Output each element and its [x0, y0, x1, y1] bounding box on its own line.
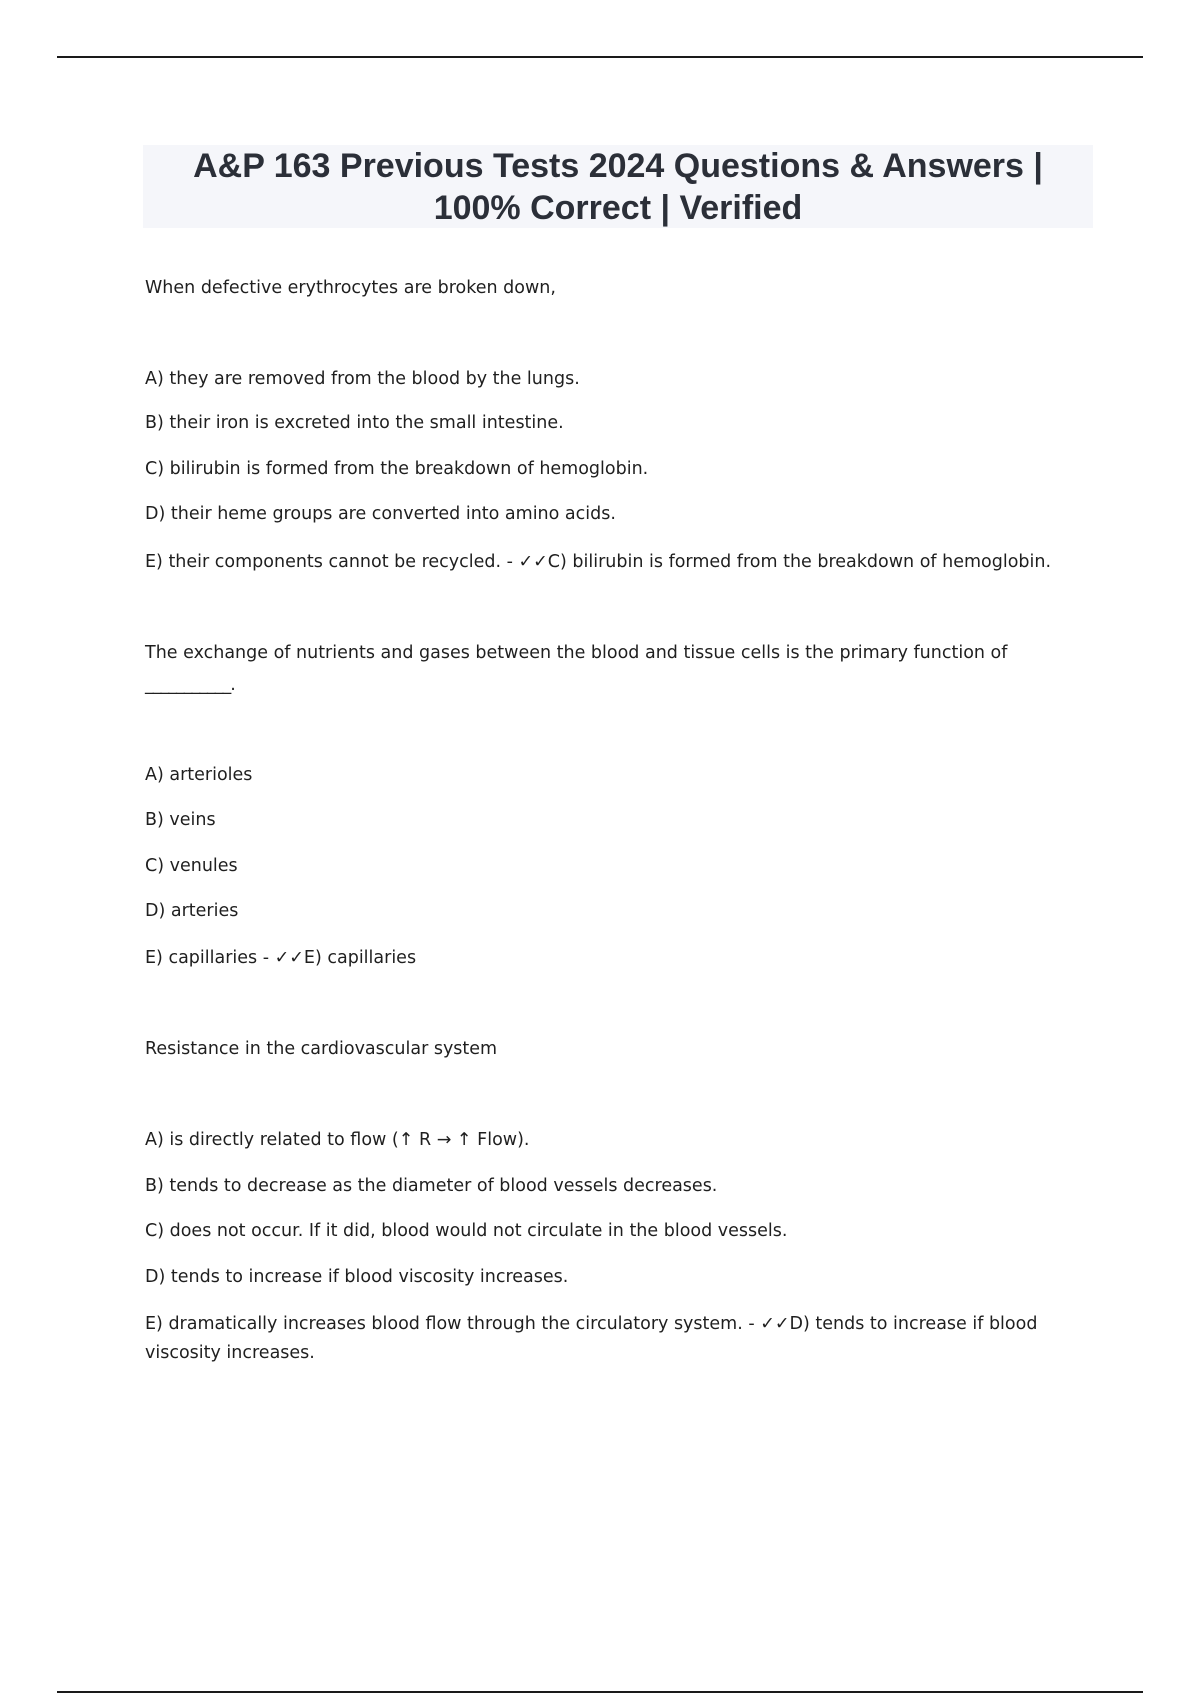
question-1-option-e-answer: E) their components cannot be recycled. - ✓✓C) bilirubin is formed from the breakdown of hemoglobin.	[145, 552, 1052, 572]
question-3-option-c: C) does not occur. If it did, blood would not circulate in the blood vessels.	[145, 1221, 788, 1241]
document-title	[143, 145, 1093, 228]
question-1-option-d: D) their heme groups are converted into amino acids.	[145, 504, 616, 524]
footer-rule	[57, 1691, 1143, 1693]
question-2-option-c: C) venules	[145, 856, 238, 876]
question-1-option-c: C) bilirubin is formed from the breakdown of hemoglobin.	[145, 459, 649, 479]
question-3-option-b: B) tends to decrease as the diameter of blood vessels decreases.	[145, 1176, 718, 1196]
question-3-option-d: D) tends to increase if blood viscosity increases.	[145, 1267, 569, 1287]
question-1-prompt: When defective erythrocytes are broken down,	[145, 278, 556, 298]
question-3-option-e-answer: E) dramatically increases blood flow through the circulatory system. - ✓✓D) tends to increase if blood viscosity increases.	[145, 1314, 1038, 1363]
title-line-2: 100% Correct | Verified	[433, 189, 803, 227]
question-2-option-a: A) arterioles	[145, 765, 253, 785]
question-3-option-a: A) is directly related to flow (↑ R → ↑ Flow).	[145, 1130, 530, 1150]
title-line-1: A&P 163 Previous Tests 2024 Questions & Answers |	[193, 147, 1043, 185]
question-3-prompt: Resistance in the cardiovascular system	[145, 1039, 498, 1059]
question-2-option-d: D) arteries	[145, 901, 239, 921]
question-1-option-a: A) they are removed from the blood by the lungs.	[145, 369, 580, 389]
question-2-option-b: B) veins	[145, 810, 216, 830]
question-2-blank: ___________.	[145, 675, 235, 695]
question-2-option-e-answer: E) capillaries - ✓✓E) capillaries	[145, 948, 417, 968]
question-1-option-b: B) their iron is excreted into the small intestine.	[145, 413, 564, 433]
header-rule	[57, 56, 1143, 58]
question-2-prompt: The exchange of nutrients and gases between the blood and tissue cells is the primary function of	[145, 643, 1008, 663]
